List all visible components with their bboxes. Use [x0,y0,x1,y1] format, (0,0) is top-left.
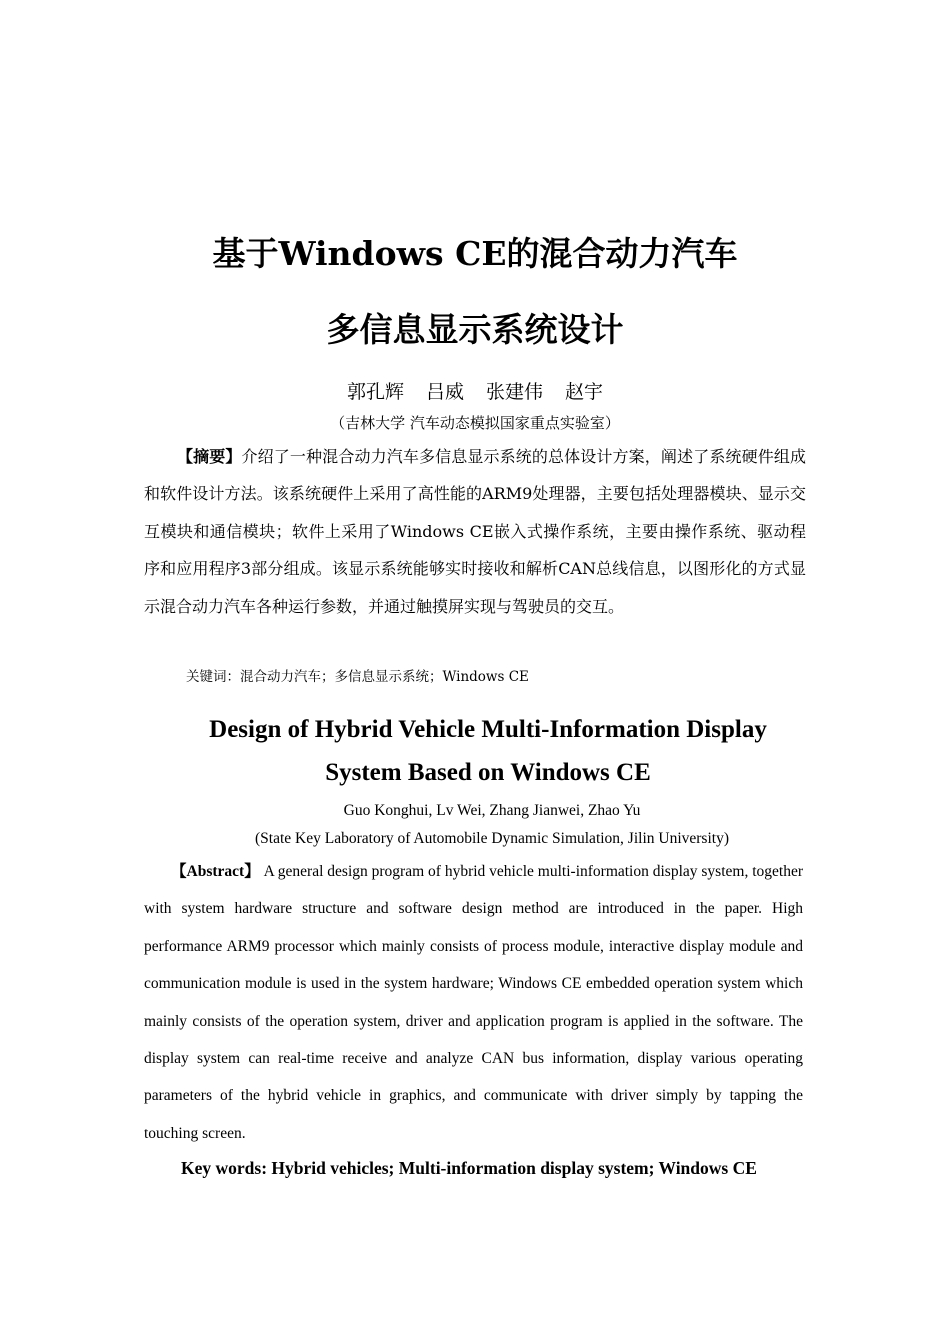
author-name: 郭孔辉 [346,381,404,403]
english-abstract-label: 【Abstract】 [171,863,260,880]
english-authors: Guo Konghui, Lv Wei, Zhang Jianwei, Zhao Yu [343,802,641,819]
chinese-title-line-2: 多信息显示系统设计 [326,310,624,349]
english-affiliation: (State Key Laboratory of Automobile Dynamic Simulation, Jilin University) [255,830,729,847]
english-title-line-1: Design of Hybrid Vehicle Multi-Information Display [209,716,767,743]
chinese-authors [0,377,950,404]
chinese-abstract [144,438,806,625]
chinese-title-line-1: 基于Windows CE的混合动力汽车 [212,234,738,273]
chinese-abstract-text: 介绍了一种混合动力汽车多信息显示系统的总体设计方案，阐述了系统硬件组成和软件设计方法。该系统硬件上采用了高性能的ARM9处理器，主要包括处理器模块、显示交互模块和通信模块；软件上采用了Windows CE嵌入式操作系统，主要由操作系统、驱动程序和应用程序3部分组成。该显示系统能够实时接收和解析CAN总线信息，以图形化的方式显示混合动力汽车各种运行参数，并通过触摸屏实现与驾驶员的交互。 [144,447,806,616]
chinese-keywords-text: 混合动力汽车；多信息显示系统；Windows CE [240,669,529,685]
english-keywords-label: Key words: [181,1158,268,1178]
chinese-affiliation: （吉林大学 汽车动态模拟国家重点实验室） [330,414,620,432]
english-abstract-text: A general design program of hybrid vehicle multi-information display system, together with system hardware structure and software design method are introduced in the paper. High performance ARM9 processor which mainly consists of process module, interactive display module and communication module is used in the system hardware; Windows CE embedded operation system which mainly consists of the operation system, driver and application program is applied in the software. The display system can real-time receive and analyze CAN bus information, display various operating parameters of the hybrid vehicle in graphics, and communicate with driver simply by tapping the touching screen. [144,863,803,1142]
chinese-keywords-label: 关键词： [186,669,240,685]
english-abstract [144,853,803,1152]
english-title-line-2: System Based on Windows CE [325,759,651,786]
chinese-abstract-label: 【摘要】 [177,447,242,466]
author-name: 赵宇 [565,381,604,403]
english-keywords-text: Hybrid vehicles; Multi-information display system; Windows CE [267,1158,757,1178]
author-name: 吕威 [425,381,464,403]
chinese-keywords [186,665,826,685]
author-name: 张建伟 [486,381,544,403]
english-keywords [144,1150,806,1187]
